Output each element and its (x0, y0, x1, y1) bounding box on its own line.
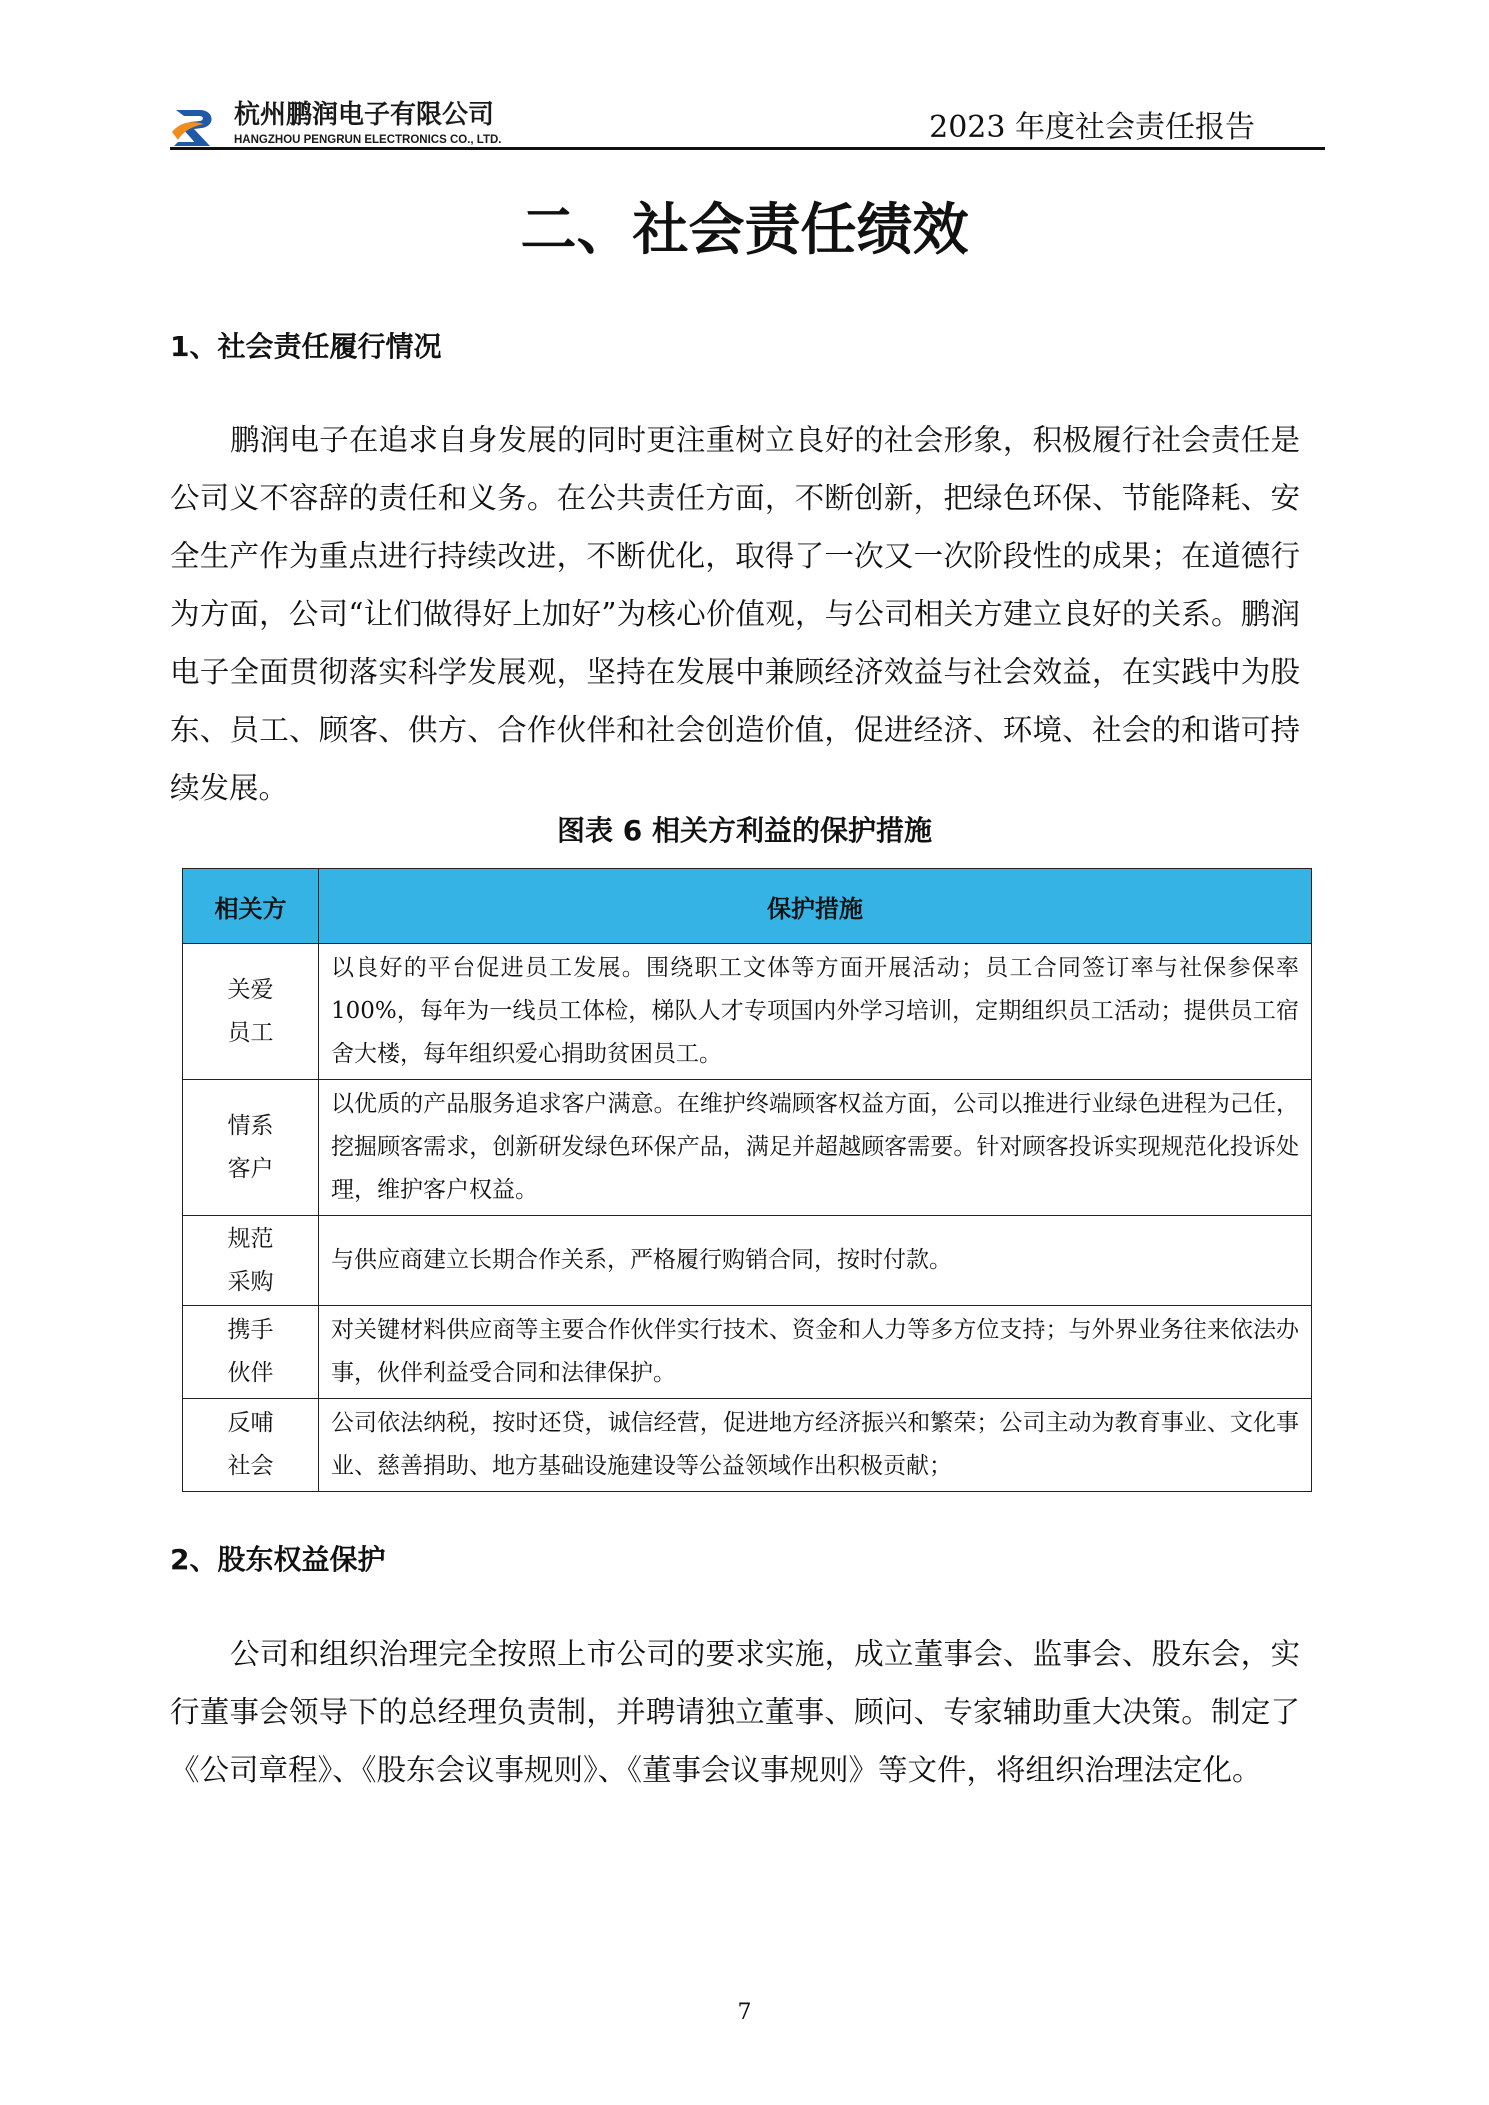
section-title: 二、社会责任绩效 (520, 198, 969, 263)
company-name-en: HANGZHOU PENGRUN ELECTRONICS CO., LTD. (234, 134, 502, 146)
measure-cell: 与供应商建立长期合作关系，严格履行购销合同，按时付款。 (319, 1216, 1312, 1306)
header-divider (170, 147, 1325, 150)
table-header-row (183, 869, 1312, 944)
party-cell: 携手 伙伴 (183, 1306, 319, 1399)
table-row (183, 1080, 1312, 1216)
table-caption: 图表 6 相关方利益的保护措施 (557, 814, 932, 847)
table-row (183, 1216, 1312, 1306)
measure-cell: 对关键材料供应商等主要合作伙伴实行技术、资金和人力等多方位支持；与外界业务往来依法办事，伙伴利益受合同和法律保护。 (319, 1306, 1312, 1399)
report-title: 2023 年度社会责任报告 (929, 110, 1255, 145)
party-cell: 关爱 员工 (183, 944, 319, 1080)
page-number: 7 (737, 2000, 752, 2025)
party-cell: 情系 客户 (183, 1080, 319, 1216)
measure-cell: 以优质的产品服务追求客户满意。在维护终端顾客权益方面，公司以推进行业绿色进程为己任，挖掘顾客需求，创新研发绿色环保产品，满足并超越顾客需要。针对顾客投诉实现规范化投诉处理，维护客户权益。 (319, 1080, 1312, 1216)
subsection-paragraph-2: 公司和组织治理完全按照上市公司的要求实施，成立董事会、监事会、股东会，实行董事会领导下的总经理负责制，并聘请独立董事、顾问、专家辅助重大决策。制定了《公司章程》、《股东会议事规则》、《董事会议事规则》等文件，将组织治理法定化。 (170, 1637, 1300, 1787)
company-name-cn: 杭州鹏润电子有限公司 (234, 100, 495, 130)
subsection-heading-2: 2、股东权益保护 (170, 1543, 386, 1576)
party-cell: 规范 采购 (183, 1216, 319, 1306)
measure-cell: 以良好的平台促进员工发展。围绕职工文体等方面开展活动；员工合同签订率与社保参保率 100%，每年为一线员工体检，梯队人才专项国内外学习培训，定期组织员工活动；提供员工宿舍大楼，每年组织爱心捐助贫困员工。 (319, 944, 1312, 1080)
subsection-heading-1: 1、社会责任履行情况 (170, 330, 442, 363)
column-header-party: 相关方 (183, 869, 319, 944)
table-row (183, 1399, 1312, 1492)
table-row (183, 1306, 1312, 1399)
table-row (183, 944, 1312, 1080)
party-cell: 反哺 社会 (183, 1399, 319, 1492)
company-logo-icon (170, 102, 228, 150)
stakeholder-protection-table (182, 868, 1312, 1492)
page-header (170, 100, 1325, 152)
column-header-measure: 保护措施 (319, 869, 1312, 944)
subsection-paragraph-1: 鹏润电子在追求自身发展的同时更注重树立良好的社会形象，积极履行社会责任是公司义不容辞的责任和义务。在公共责任方面，不断创新，把绿色环保、节能降耗、安全生产作为重点进行持续改进，不断优化，取得了一次又一次阶段性的成果；在道德行为方面，公司“让们做得好上加好”为核心价值观，与公司相关方建立良好的关系。鹏润电子全面贯彻落实科学发展观，坚持在发展中兼顾经济效益与社会效益，在实践中为股东、员工、顾客、供方、合作伙伴和社会创造价值，促进经济、环境、社会的和谐可持续发展。 (170, 423, 1300, 805)
measure-cell: 公司依法纳税，按时还贷，诚信经营，促进地方经济振兴和繁荣；公司主动为教育事业、文化事业、慈善捐助、地方基础设施建设等公益领域作出积极贡献； (319, 1399, 1312, 1492)
